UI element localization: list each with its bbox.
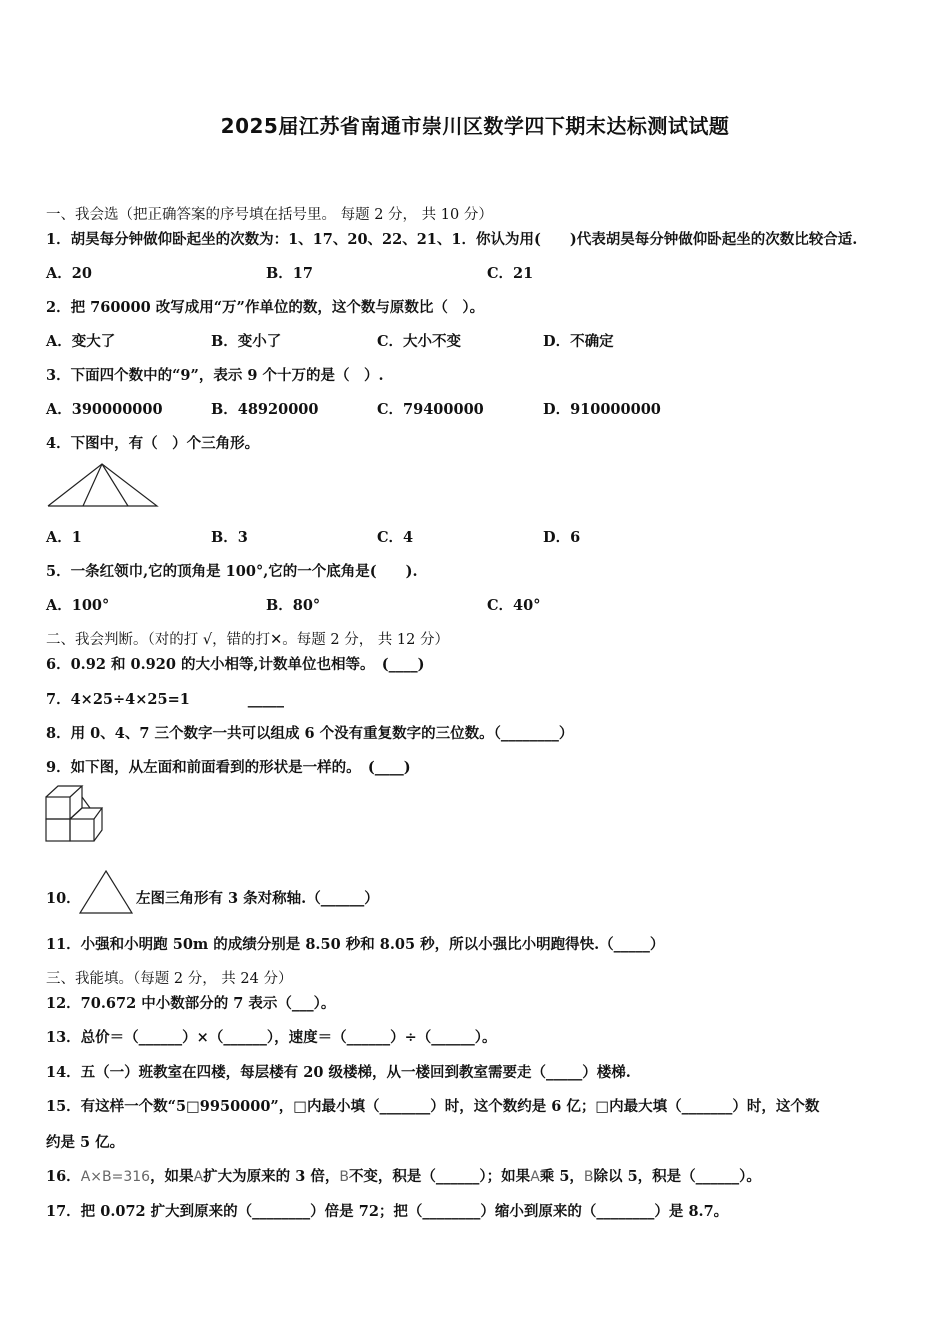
- question-16-number: 16．: [46, 1168, 81, 1185]
- q5-option-b: B．80°: [266, 597, 321, 614]
- q3-option-d: D．910000000: [543, 401, 661, 418]
- question-9: 9．如下图，从左面和前面看到的形状是一样的。 (____): [46, 759, 411, 776]
- question-16-part-5: 除以 5，积是（______）。: [593, 1168, 761, 1185]
- q1-option-c: C．21: [487, 265, 534, 282]
- q1-option-b: B．17: [266, 265, 313, 282]
- q4-option-d: D．6: [543, 529, 581, 546]
- question-16-var-a: A: [193, 1169, 204, 1185]
- question-10-text: 左图三角形有 3 条对称轴.（______）: [136, 890, 379, 907]
- q3-option-c: C．79400000: [377, 401, 484, 418]
- question-13: 13．总价＝（______）×（______），速度＝（______）÷（______）。: [46, 1029, 497, 1046]
- section-1-heading: 一、我会选（把正确答案的序号填在括号里。 每题 2 分， 共 10 分）: [46, 207, 493, 223]
- question-8: 8．用 0、4、7 三个数字一共可以组成 6 个没有重复数字的三位数。（________）: [46, 725, 574, 742]
- question-3: 3．下面四个数中的“9”，表示 9 个十万的是（ ）.: [46, 367, 384, 384]
- section-2-heading: 二、我会判断。（对的打 √，错的打✕。每题 2 分， 共 12 分）: [46, 632, 449, 648]
- q5-option-a: A．100°: [46, 597, 110, 614]
- question-11: 11．小强和小明跑 50m 的成绩分别是 8.50 秒和 8.05 秒，所以小强比小明跑得快.（_____）: [46, 936, 665, 953]
- q2-option-c: C．大小不变: [377, 333, 462, 350]
- q3-option-a: A．390000000: [46, 401, 163, 418]
- question-1: 1．胡昊每分钟做仰卧起坐的次数为：1、17、20、22、21、1．你认为用( )代表胡昊每分钟做仰卧起坐的次数比较合适.: [46, 231, 858, 248]
- triangle-figure: [46, 460, 160, 510]
- question-16-part-1: ，如果: [150, 1168, 194, 1185]
- question-5: 5．一条红领巾,它的顶角是 100°,它的一个底角是( ).: [46, 563, 418, 580]
- triangle-icon: [77, 868, 135, 916]
- q2-option-b: B．变小了: [211, 333, 282, 350]
- question-16-part-4: 乘 5，: [539, 1168, 584, 1185]
- question-16-var-b: B: [339, 1169, 349, 1185]
- question-16: [46, 1165, 761, 1186]
- question-16-var-a-2: A: [530, 1169, 540, 1185]
- question-16-var-b-2: B: [583, 1169, 594, 1185]
- question-4: 4．下图中，有（ ）个三角形。: [46, 435, 260, 452]
- page-title: 2025届江苏省南通市崇川区数学四下期末达标测试试题: [220, 114, 730, 138]
- question-14: 14．五（一）班教室在四楼，每层楼有 20 级楼梯，从一楼回到教室需要走（_____）楼梯.: [46, 1064, 631, 1081]
- question-16-expression: A×B=316: [80, 1169, 151, 1185]
- question-15-line-2: 约是 5 亿。: [46, 1134, 125, 1151]
- question-6: 6．0.92 和 0.920 的大小相等,计数单位也相等。 (____): [46, 656, 425, 673]
- question-2: 2．把 760000 改写成用“万”作单位的数，这个数与原数比（ ）。: [46, 299, 485, 316]
- question-16-part-3: 不变，积是（______）；如果: [348, 1168, 531, 1185]
- question-10-number: 10．: [46, 890, 81, 907]
- q1-option-a: A．20: [46, 265, 92, 282]
- question-7: 7．4×25÷4×25=1 _____: [46, 691, 285, 708]
- question-16-part-2: 扩大为原来的 3 倍，: [203, 1168, 340, 1185]
- cube-stack-figure: [44, 783, 106, 845]
- question-15-line-1: 15．有这样一个数“5□9950000”，□内最小填（_______）时，这个数约是 6 亿；□内最大填（_______）时，这个数: [46, 1098, 820, 1115]
- q4-option-b: B．3: [211, 529, 248, 546]
- question-12: 12．70.672 中小数部分的 7 表示（___）。: [46, 995, 336, 1012]
- q5-option-c: C．40°: [487, 597, 541, 614]
- q4-option-c: C．4: [377, 529, 414, 546]
- question-17: 17．把 0.072 扩大到原来的（________）倍是 72；把（________）缩小到原来的（________）是 8.7。: [46, 1203, 729, 1220]
- q2-option-d: D．不确定: [543, 333, 614, 350]
- section-3-heading: 三、我能填。（每题 2 分， 共 24 分）: [46, 971, 293, 987]
- q2-option-a: A．变大了: [46, 333, 116, 350]
- q3-option-b: B．48920000: [211, 401, 319, 418]
- q4-option-a: A．1: [46, 529, 82, 546]
